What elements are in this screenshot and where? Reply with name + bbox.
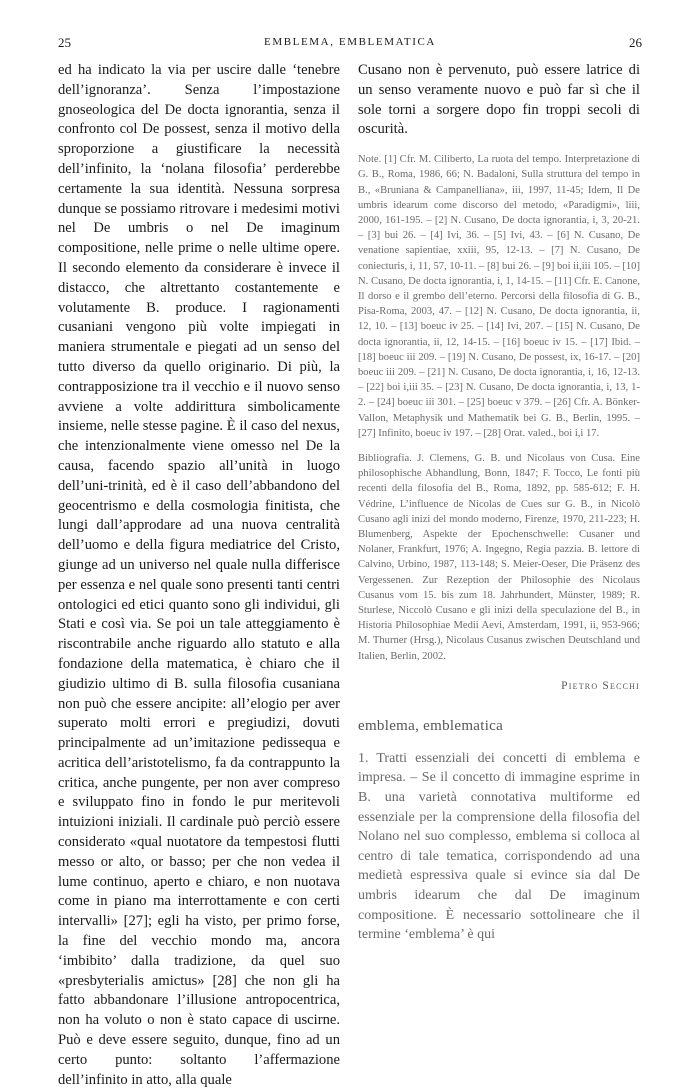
entry-heading: emblema, emblematica — [358, 717, 504, 734]
right-column — [358, 61, 640, 976]
left-column — [58, 61, 340, 1088]
article-author: Pietro Secchi — [561, 679, 640, 692]
bibliography: Bibliografia. J. Clemens, G. B. und Nicolaus von Cusa. Eine philosophische Abhandlung, Bonn, 1847; F. Tocco, Le fonti più recenti della filosofia del B., Roma, 1892, pp. 585-612; F. H. Védrine, L’influence de Nicolas de Cues sur G. B., in Nicolò Cusano agli inizi del mondo moderno, Firenze, 1970, 211-223; H. Blumenberg, Aspekte der Epochenschwelle: Cusaner und Nolaner, Frankfurt, 1976; A. Ingegno, Regia pazzia. B. lettore di Calvino, Urbino, 1987, 113-148; S. Meier-Oeser, Die Präsenz des Vergessenen. Zur Rezeption der Philosophie des Nicolaus Cusanus vom 15. bis zum 18. Jahrhundert, Münster, 1989; R. Sturlese, Niccolò Cusano e gli inizi della speculazione del B., in Historia Philosophiae Medii Aevi, Amsterdam, 1991, ii, 953-966; M. Thurner (Hrsg.), Nicolaus Cusanus zwischen Deutschland und Italien, Berlin, 2002. — [358, 453, 640, 662]
running-title: EMBLEMA, EMBLEMATICA — [264, 36, 436, 48]
entry-body-text: 1. Tratti essenziali dei concetti di emblema e impresa. – Se il concetto di immagine esprime in B. una varietà connotativa multiforme ed essenziale per la comprensione della filosofia del Nolano nel suo complesso, emblema si colloca al centro di tale tematica, corrispondendo ad una medietà espressiva quale si evince sia dal De umbris idearum che dal De imaginum compositione. È necessario sottolineare che il termine ‘emblema’ è qui — [358, 750, 640, 943]
footnotes: Note. [1] Cfr. M. Ciliberto, La ruota del tempo. Interpretazione di G. B., Roma, 1986, 66; N. Badaloni, Sulla struttura del tempo in B., «Bruniana & Campanelliana», iii, 1997, 11-45; Idem, Il De umbris idearum come discorso del metodo, «Paradigmi», liii, 2000, 161-195. – [2] N. Cusano, De docta ignorantia, i, 3, 20-21. – [3] bui 26. – [4] Ivi, 36. – [5] Ivi, 43. – [6] N. Cusano, De venatione sapientiae, xxiii, 95, 12-13. – [7] N. Cusano, De coniecturis, i, 11, 57, 10-11. – [8] bui 26. – [9] boi ii,iii 105. – [10] N. Cusano, De docta ignorantia, i, 1, 14-15. – [11] Cfr. E. Canone, Il dorso e il grembo dell’eterno. Percorsi della filosofia di G. B., Pisa-Roma, 2003, 47. – [12] N. Cusano, De docta ignorantia, ii, 12, 10. – [13] boeuc iv 25. – [14] Ivi, 207. – [15] N. Cusano, De docta ignorantia, ii, 12, 14-15. – [16] boeuc iv 15. – [17] Ibid. – [18] boeuc iii 209. – [19] N. Cusano, De possest, ix, 16-17. – [20] boeuc iii 209. – [21] N. Cusano, De docta ignorantia, i, 16, 12-13. – [22] boi i,iii 35. – [23] N. Cusano, De docta ignorantia, i, 13, 1-2. – [24] boeuc iii 301. – [25] boeuc v 379. – [26] Cfr. A. Bönker-Vallon, Metaphysik und Mathematik bei G. B., Berlin, 1995. – [27] Infinito, boeuc iv 197. – [28] Orat. valed., boi i,i 17. — [358, 154, 640, 439]
page-header — [58, 35, 642, 53]
page-number-right: 26 — [629, 35, 642, 50]
page-number-left: 25 — [58, 35, 71, 50]
body-text-continuation: Cusano non è pervenuto, può essere latrice di un senso veramente nuovo e può far sì che il sole torni a sorgere dopo fin troppi secoli di oscurità. — [358, 62, 640, 138]
body-text: ed ha indicato la via per uscire dalle ‘tenebre dell’ignoranza’. Senza l’impostazione gnoseologica del De docta ignorantia, senza il confronto col De possest, senza il motivo della sproporzione a giustificare la necessità dell’infinito, la ‘nolana filosofia’ perderebbe certamente la sua identità. Nessuna sorpresa dunque se possiamo ritrovare i medesimi motivi nel De umbris o nel De imaginum compositione, nelle prime o nelle ultime opere. Il secondo elemento da considerare è invece il distacco, che altrettanto costantemente e volutamente B. produce. I ragionamenti cusaniani vengono più volte impiegati in maniera strumentale e piegati ad un senso del tutto diverso da quello originario. Di più, la contrapposizione tra il vecchio e il nuovo senso avviene a volte addirittura simbolicamente insieme, nelle stesse pagine. È il caso del nexus, che intenzionalmente viene omesso nel De la causa, facendo spazio all’unità in luogo dell’uni-trinità, ed è il caso dell’abbandono del geocentrismo e della cosmologia finitista, che lungi dall’approdare ad una nuova centralità dell’uomo e della figura mediatrice del Cristo, giunge ad un universo nel quale nulla differisce per essenza e nel quale sono presenti tanti centri ontologici ed etici quanto sono gli individui, gli Stati e così via. Se poi un tale atteggiamento è riscontrabile anche riguardo allo statuto e alla fondazione della matematica, è chiaro che il giudizio ultimo di B. sulla filosofia cusaniana non può che essere ancipite: all’elogio per aver superato molti errori e pregiudizi, dovuti principalmente ad un’imitazione pedissequa e acritica dell’aristotelismo, fa da contrappunto la critica, anche pungente, per non aver compreso e sviluppato fino in fondo le pur meritevoli intuizioni iniziali. Il cardinale può perciò essere considerato «qual nuotatore da tempestosi flutti messo or alto, or basso; per che non vedea il lume continuo, aperto e chiaro, e non nuotava come in piano ma interrottamente e con certi intervalli» [27]; egli ha visto, per primo forse, la fine del vecchio mondo ma, ancora ‘imbibito’ dalla tradizione, da quel suo «presbyterialis amictus» [28] che non gli ha fatto abbandonare l’illusione antropocentrica, non ha voluto o non è stato capace di uscirne. Può e deve essere seguito, dunque, fino ad un certo punto: soltanto l’affermazione dell’infinito in atto, alla quale — [58, 62, 340, 1088]
